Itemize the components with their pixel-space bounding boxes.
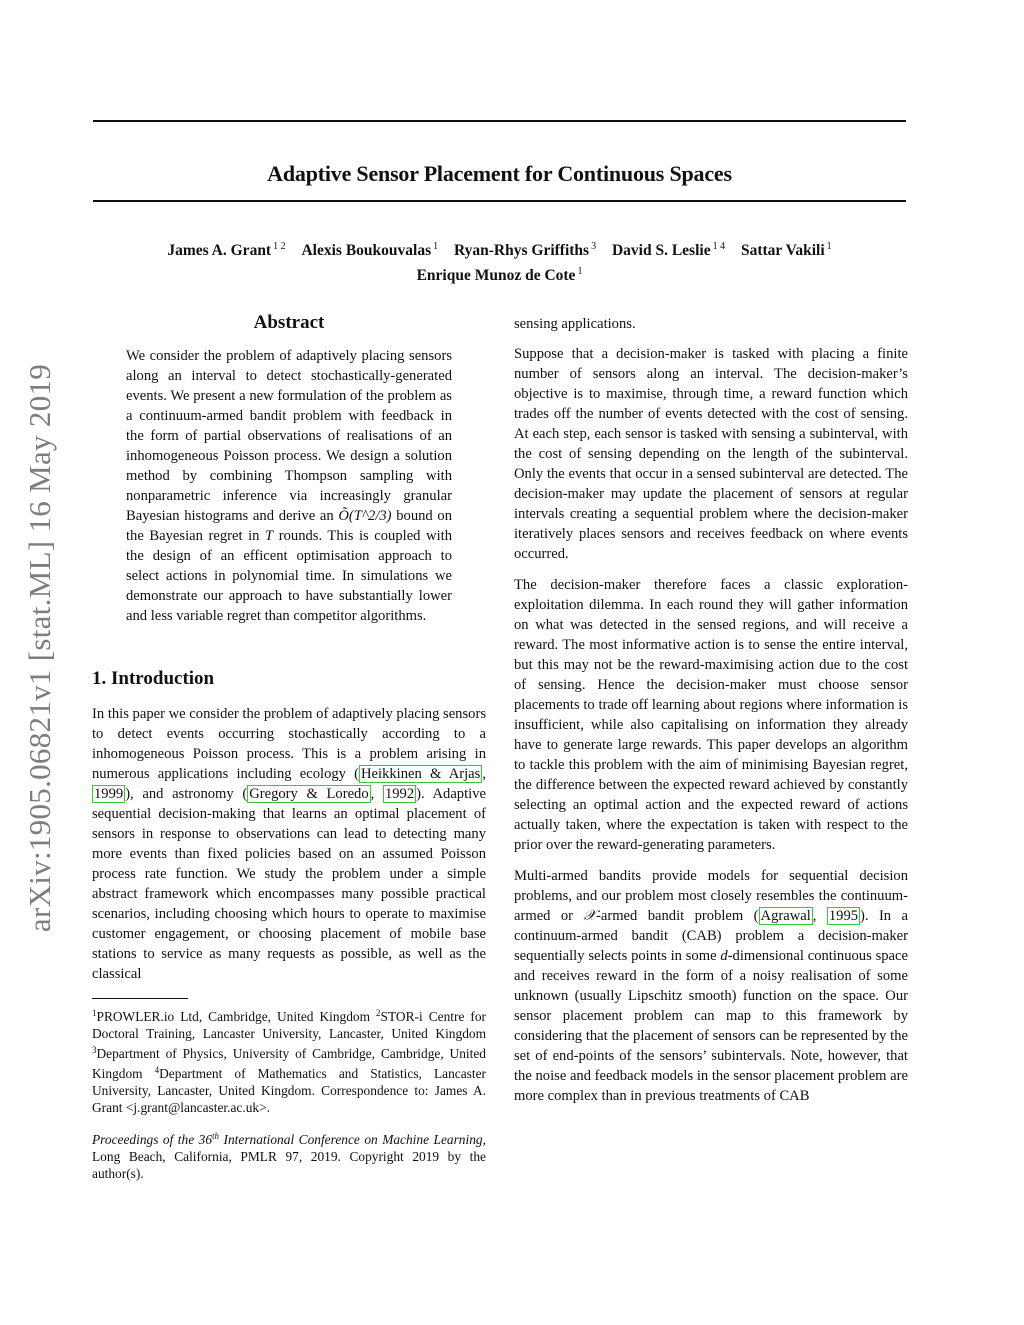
title-bottom-rule	[93, 200, 906, 202]
arxiv-identifier: arXiv:1905.06821v1 [stat.ML] 16 May 2019	[22, 363, 57, 933]
author-line-2	[93, 261, 906, 286]
intro-paragraph-1-continued: sensing applications.	[514, 316, 636, 332]
right-column	[514, 314, 908, 1117]
citation-link[interactable]: 1995	[828, 908, 859, 924]
intro-paragraph-1: In this paper we consider the problem of adaptively placing sensors to detect events occurring stochastically according to a inhomogeneous Poisson process. This is a problem arising in numerous applications including ecology ( Heikkinen & Arjas , 1999 ), and astronomy ( Gregory & Loredo , 1992 ). Adaptive sequential decision-making that learns an optimal placement of sensors in response to observations can lead to detecting many more events than fixed policies based on an assumed Poisson process rate function. We study the problem under a simple abstract framework which encompasses many possible practical scenarios, including choosing which hours to operate to maximise customer engagement, or choosing placement of mobile base stations to service as many requests as possible, as well as the classical	[92, 706, 486, 982]
citation-link[interactable]: 1999	[94, 786, 124, 802]
author-list	[93, 236, 906, 286]
author: Alexis Boukouvalas $^1$	[301, 241, 439, 259]
arxiv-sidebar	[18, 338, 62, 958]
regret-bound-math: Õ(T^2/3)	[338, 508, 392, 524]
intro-paragraph-3: The decision-maker therefore faces a classic exploration-exploitation dilemma. In each round they will gather information on what was detected in the sensed regions, and will receive a reward. The most informative action is to sense the entire interval, but this may not be the reward-maximising action due to the cost of sensing. Hence the decision-maker must choose sensor placements to trade off learning about regions where information is insufficient, while also capitalising on information they already have to generate large rewards. This paper develops an algorithm to tackle this problem with the aim of minimising Bayesian regret, the difference between the expected reward achieved by constantly selecting an optimal action and the expected reward of actions actually taken, where the expectation is taken with respect to the prior over the reward-generating parameters.	[514, 577, 908, 853]
rounds-math: T	[265, 528, 274, 544]
proceedings-note: Proceedings of the 36th International Conference on Machine Learning, Long Beach, California, PMLR 97, 2019. Copyright 2019 by the author(s).	[92, 1131, 486, 1181]
abstract-heading: Abstract	[253, 312, 325, 333]
x-armed-math: 𝒳	[583, 908, 596, 924]
abstract-text: We consider the problem of adaptively placing sensors along an interval to detect stochastically-generated events. We present a new formulation of the problem as a continuum-armed bandit problem with feedback in the form of partial observations of realisations of an inhomogeneous Poisson process. We design a solution method by combining Thompson sampling with nonparametric inference via increasingly granular Bayesian histograms and derive an Õ(T^2/3) bound on the Bayesian regret in T rounds. This is coupled with the design of an efficent optimisation approach to select actions in polynomial time. In simulations we demonstrate our approach to have substantially lower and less variable regret than competitor algorithms.	[126, 348, 453, 624]
author: David S. Leslie $^{1 4}$	[611, 241, 726, 259]
footnote-rule	[92, 998, 188, 999]
introduction-heading: 1. Introduction	[92, 668, 215, 689]
author: Ryan-Rhys Griffiths $^3$	[454, 241, 597, 259]
intro-paragraph-2: Suppose that a decision-maker is tasked with placing a finite number of sensors along an interval. The decision-maker’s objective is to maximise, through time, a reward function which trades off the number of events detected with the cost of sensing. At each step, each sensor is tasked with sensing a subinterval, with the cost of sensing depending on the length of the subinterval. Only the events that occur in a sensed subinterval are detected. The decision-maker may update the placement of sensors at regular intervals creating a sequential problem where the decision-maker iteratively places sensors and receives feedback on where events occurred.	[514, 346, 908, 562]
citation-link[interactable]: Heikkinen & Arjas	[361, 766, 481, 782]
left-column	[92, 312, 486, 1182]
paper-title: Adaptive Sensor Placement for Continuous Spaces	[267, 160, 732, 186]
author-line-1	[93, 236, 906, 261]
affiliation-footnote: $^1$PROWLER.io Ltd, Cambridge, United Kingdom $^2$STOR-i Centre for Doctoral Training, Lancaster University, Lancaster, United Kingdom $^3$Department of Physics, University of Cambridge, Cambridge, United Kingdom $^4$Department of Mathematics and Statistics, Lancaster University, Lancaster, United Kingdom. Correspondence to: James A. Grant <j.grant@lancaster.ac.uk>.	[92, 1008, 486, 1115]
author: Sattar Vakili $^1$	[740, 241, 832, 259]
dimension-math: d	[720, 948, 728, 964]
citation-link[interactable]: 1992	[384, 786, 415, 802]
title-top-rule	[93, 120, 906, 122]
citation-link[interactable]: Gregory & Loredo	[249, 786, 369, 802]
author: Enrique Munoz de Cote $^1$	[416, 266, 583, 284]
citation-link[interactable]: Agrawal	[760, 908, 811, 924]
author: James A. Grant $^{1 2}$	[167, 241, 286, 259]
intro-paragraph-4: Multi-armed bandits provide models for sequential decision problems, and our problem most closely resembles the continuum-armed or 𝒳-armed bandit problem ( Agrawal , 1995 ). In a continuum-armed bandit (CAB) problem a decision-maker sequentially selects points in some d-dimensional continuous space and receives reward in the form of a noisy realisation of some unknown (usually Lipschitz smooth) function on the space. Our sensor placement problem can map to this framework by considering that the placement of sensors can be represented by the set of end-points of the sensors’ subintervals. Note, however, that the noise and feedback models in the sensor placement problem are more complex than in previous treatments of CAB	[514, 868, 908, 1104]
